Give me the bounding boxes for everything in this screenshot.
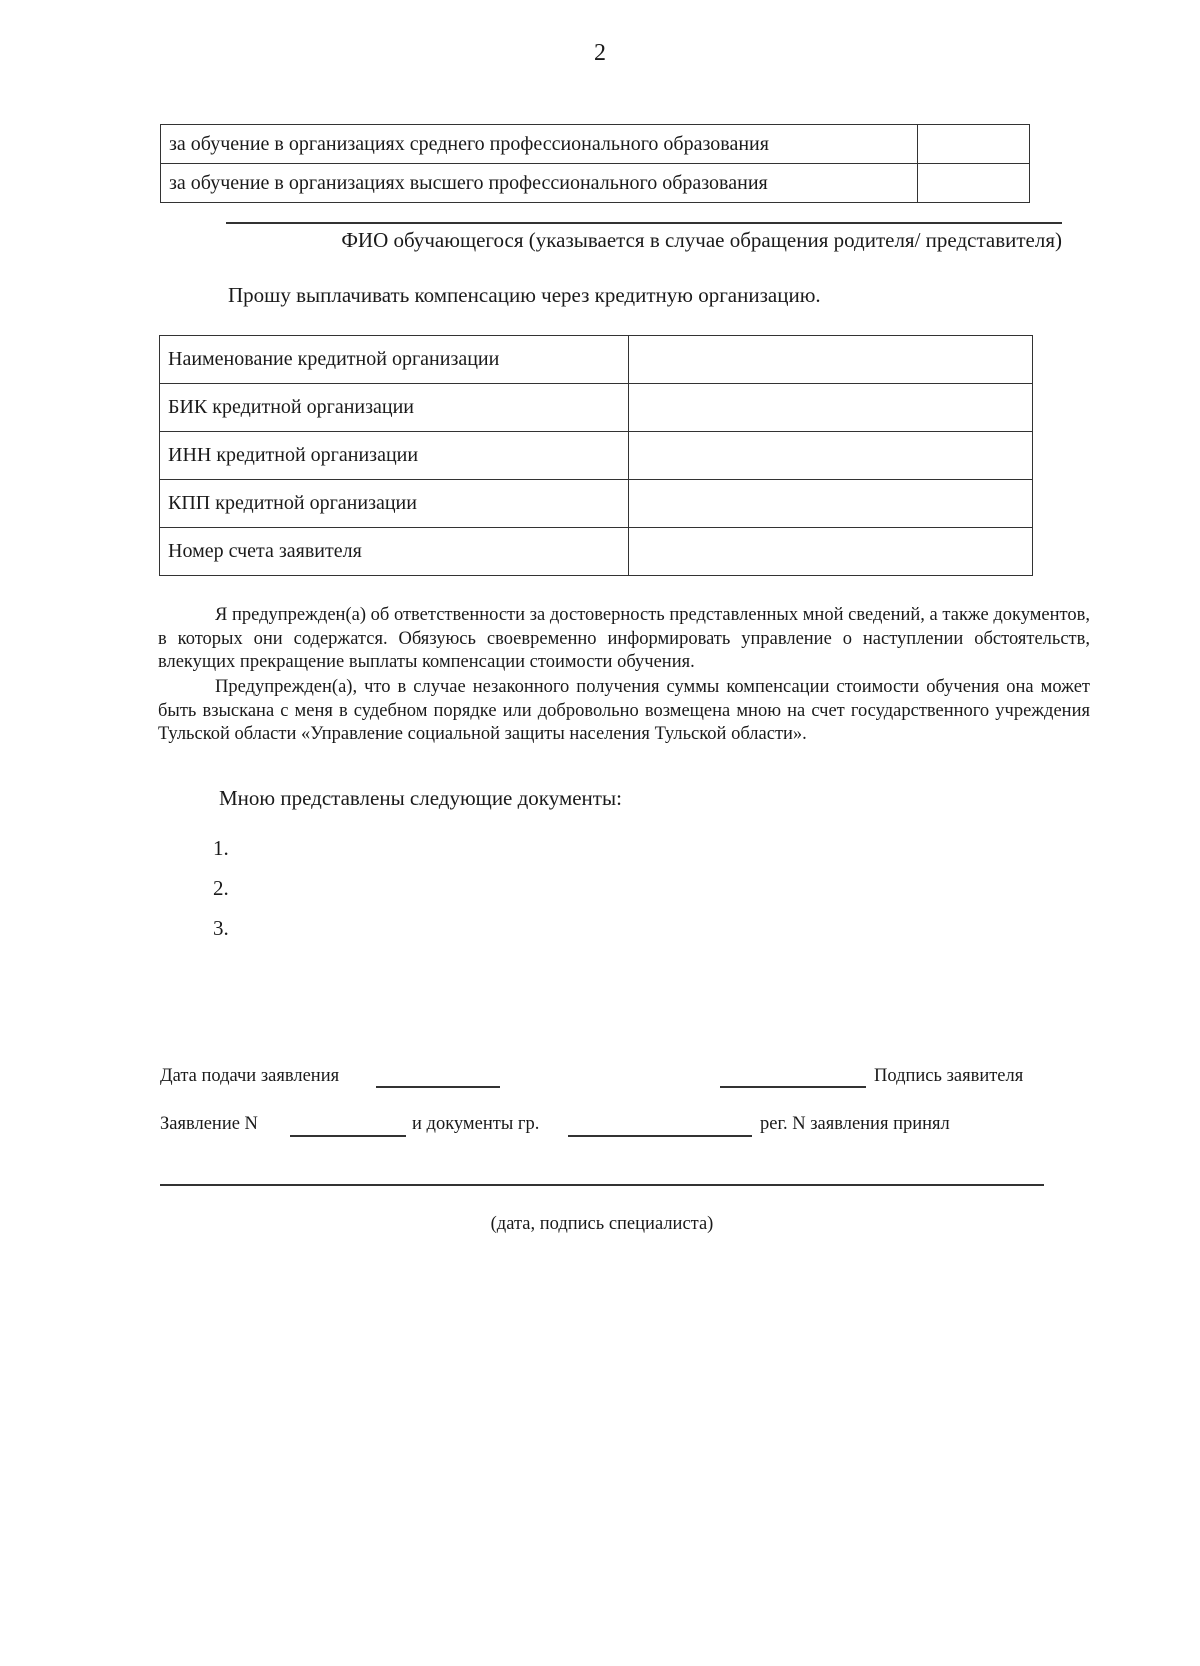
document-item-number: 1. xyxy=(213,836,229,860)
education-type-label: за обучение в организациях высшего профессионального образования xyxy=(161,164,918,203)
inn-value[interactable] xyxy=(629,432,1033,480)
education-type-table xyxy=(160,124,1030,203)
bik-value[interactable] xyxy=(629,384,1033,432)
bank-name-value[interactable] xyxy=(629,336,1033,384)
citizen-name-line[interactable] xyxy=(568,1135,752,1137)
specialist-caption: (дата, подпись специалиста) xyxy=(490,1214,714,1234)
responsibility-text: Я предупрежден(а) об ответственности за достоверность представленных мной сведений, а также документов, в которых они содержатся. Обязуюсь своевременно информировать управление о наступлении обстоятельств, влекущих прекращение выплаты компенсации стоимости обучения. xyxy=(158,605,1090,672)
registration-label: рег. N заявления принял xyxy=(760,1114,950,1134)
bank-field-label: Номер счета заявителя xyxy=(160,528,629,576)
education-type-label: за обучение в организациях среднего профессионального образования xyxy=(161,125,918,164)
table-row xyxy=(160,384,1033,432)
page-number: 2 xyxy=(594,40,606,66)
table-row xyxy=(160,336,1033,384)
applicant-signature-label: Подпись заявителя xyxy=(874,1066,1024,1086)
table-row xyxy=(160,528,1033,576)
table-row xyxy=(161,164,1030,203)
table-row xyxy=(161,125,1030,164)
applicant-signature-line[interactable] xyxy=(720,1086,866,1088)
specialist-signature-line[interactable] xyxy=(160,1184,1044,1186)
responsibility-paragraph xyxy=(158,604,1090,675)
bank-field-label: Наименование кредитной организации xyxy=(160,336,629,384)
submission-date-label: Дата подачи заявления xyxy=(160,1066,340,1086)
bank-field-label: КПП кредитной организации xyxy=(160,480,629,528)
table-row xyxy=(160,432,1033,480)
bank-field-label: БИК кредитной организации xyxy=(160,384,629,432)
payment-request-text: Прошу выплачивать компенсацию через кредитную организацию. xyxy=(228,283,821,307)
table-row xyxy=(160,480,1033,528)
document-item-number: 3. xyxy=(213,916,229,940)
fio-input-line[interactable] xyxy=(226,222,1062,224)
education-type-checkbox-cell[interactable] xyxy=(918,125,1030,164)
bank-field-label: ИНН кредитной организации xyxy=(160,432,629,480)
application-number-line[interactable] xyxy=(290,1135,406,1137)
documents-of-label: и документы гр. xyxy=(412,1114,540,1134)
education-type-checkbox-cell[interactable] xyxy=(918,164,1030,203)
submission-date-line[interactable] xyxy=(376,1086,500,1088)
recovery-text: Предупрежден(а), что в случае незаконного получения суммы компенсации стоимости обучения она может быть взыскана с меня в судебном порядке или добровольно возмещена мною на счет государственного учреждения Тульской области «Управление социальной защиты населения Тульской области». xyxy=(158,677,1090,744)
documents-header: Мною представлены следующие документы: xyxy=(219,786,622,810)
recovery-paragraph xyxy=(158,676,1090,747)
account-number-value[interactable] xyxy=(629,528,1033,576)
bank-details-table xyxy=(159,335,1033,576)
application-number-label: Заявление N xyxy=(160,1114,258,1134)
fio-caption: ФИО обучающегося (указывается в случае обращения родителя/ представителя) xyxy=(341,228,1062,252)
kpp-value[interactable] xyxy=(629,480,1033,528)
document-item-number: 2. xyxy=(213,876,229,900)
